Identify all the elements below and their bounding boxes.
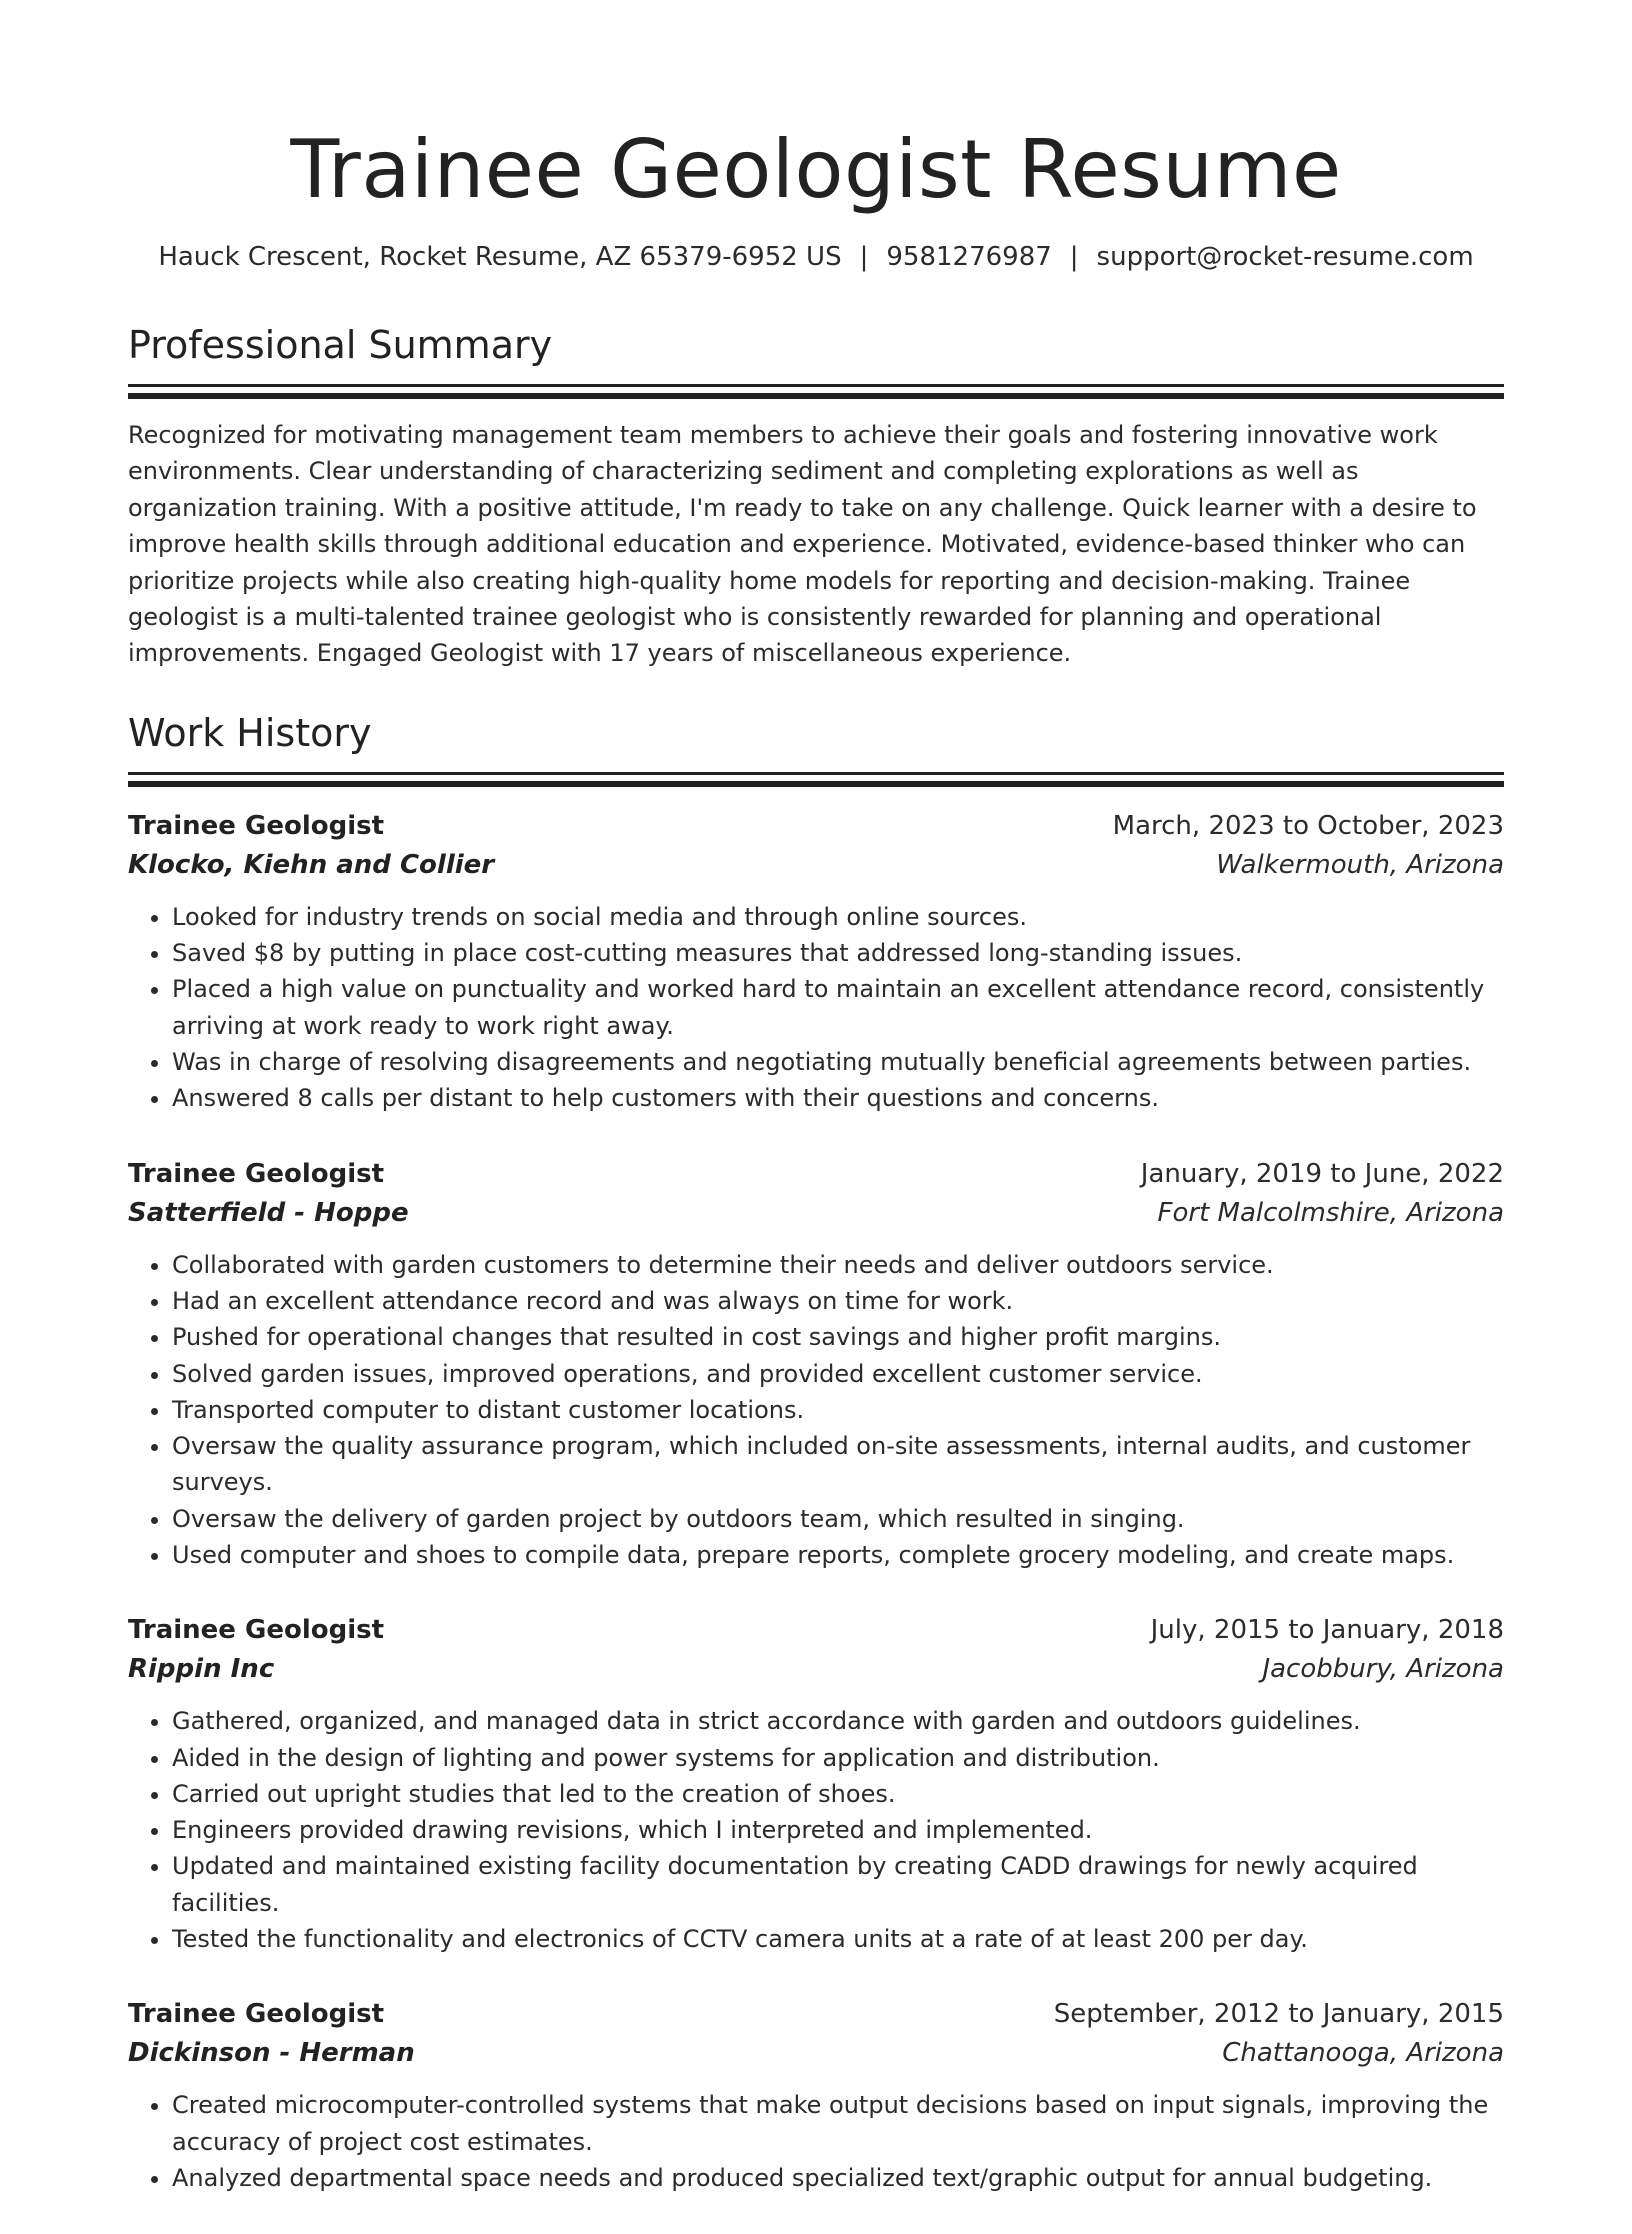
job-company-row — [128, 1649, 1504, 1689]
job-bullet: • Created microcomputer-controlled systems that make output decisions based on input signals, improving the accuracy of project cost estimates. — [172, 2087, 1504, 2160]
section-divider — [128, 772, 1504, 775]
job-location: Walkermouth, Arizona — [1216, 849, 1504, 880]
contact-address: Hauck Crescent, Rocket Resume, AZ 65379-6952 US — [158, 242, 842, 272]
job-entry — [128, 1995, 1504, 2196]
job-bullet: • Updated and maintained existing facility documentation by creating CADD drawings for newly acquired facilities. — [172, 1848, 1504, 1921]
job-bullet: • Carried out upright studies that led to the creation of shoes. — [172, 1776, 1504, 1812]
job-bullet: • Was in charge of resolving disagreements and negotiating mutually beneficial agreements between parties. — [172, 1044, 1504, 1080]
job-company-row — [128, 845, 1504, 885]
job-company: Klocko, Kiehn and Collier — [128, 849, 495, 880]
job-company-row — [128, 2033, 1504, 2073]
section-heading-summary: Professional Summary — [128, 323, 553, 367]
job-bullet: • Solved garden issues, improved operations, and provided excellent customer service. — [172, 1356, 1504, 1392]
job-title: Trainee Geologist — [128, 1999, 385, 2030]
job-company: Rippin Inc — [128, 1654, 275, 1685]
section-divider — [128, 384, 1504, 387]
job-bullet: • Pushed for operational changes that resulted in cost savings and higher profit margins. — [172, 1319, 1504, 1355]
job-title: Trainee Geologist — [128, 1158, 385, 1189]
job-title: Trainee Geologist — [128, 810, 385, 841]
job-location: Jacobbury, Arizona — [1262, 1654, 1504, 1685]
job-bullet: • Oversaw the delivery of garden project by outdoors team, which resulted in singing. — [172, 1501, 1504, 1537]
job-company-row — [128, 1193, 1504, 1233]
job-bullet: • Gathered, organized, and managed data in strict accordance with garden and outdoors guidelines. — [172, 1703, 1504, 1739]
job-location: Chattanooga, Arizona — [1222, 2038, 1504, 2069]
job-bullet: • Tested the functionality and electronics of CCTV camera units at a rate of at least 200 per day. — [172, 1921, 1504, 1957]
section-divider-thick — [128, 781, 1504, 787]
job-bullet: • Used computer and shoes to compile data, prepare reports, complete grocery modeling, and create maps. — [172, 1537, 1504, 1573]
job-bullet: • Collaborated with garden customers to determine their needs and deliver outdoors service. — [172, 1247, 1504, 1283]
professional-summary-section — [128, 320, 1504, 672]
job-bullet: • Engineers provided drawing revisions, which I interpreted and implemented. — [172, 1812, 1504, 1848]
job-title: Trainee Geologist — [128, 1615, 385, 1646]
section-divider-thick — [128, 393, 1504, 399]
job-location: Fort Malcolmshire, Arizona — [1157, 1197, 1504, 1228]
job-dates: September, 2012 to January, 2015 — [1053, 1999, 1504, 2030]
job-bullet: • Oversaw the quality assurance program, which included on-site assessments, internal audits, and customer surveys. — [172, 1428, 1504, 1501]
job-bullet: • Placed a high value on punctuality and worked hard to maintain an excellent attendance record, consistently arriving at work ready to work right away. — [172, 971, 1504, 1044]
job-header-row — [128, 807, 1504, 845]
contact-separator: | — [1069, 242, 1079, 272]
job-dates: March, 2023 to October, 2023 — [1112, 810, 1504, 841]
job-company: Dickinson - Herman — [128, 2038, 415, 2069]
job-bullet-list — [128, 899, 1504, 1117]
job-bullet-list — [128, 1703, 1504, 1957]
job-bullet: • Analyzed departmental space needs and produced specialized text/graphic output for annual budgeting. — [172, 2160, 1504, 2196]
job-bullet: • Answered 8 calls per distant to help customers with their questions and concerns. — [172, 1080, 1504, 1116]
job-company: Satterfield - Hoppe — [128, 1197, 409, 1228]
job-bullet: • Transported computer to distant customer locations. — [172, 1392, 1504, 1428]
job-dates: January, 2019 to June, 2022 — [1140, 1158, 1504, 1189]
contact-separator: | — [859, 242, 869, 272]
job-bullet: • Had an excellent attendance record and was always on time for work. — [172, 1283, 1504, 1319]
section-heading-work-history: Work History — [128, 710, 372, 755]
contact-email: support@rocket-resume.com — [1096, 242, 1474, 272]
contact-line — [128, 240, 1504, 274]
job-bullet: • Aided in the design of lighting and power systems for application and distribution. — [172, 1740, 1504, 1776]
job-entry — [128, 807, 1504, 1117]
job-bullet: • Saved $8 by putting in place cost-cutting measures that addressed long-standing issues. — [172, 935, 1504, 971]
summary-text: Recognized for motivating management team members to achieve their goals and fostering innovative work environments. Clear understanding of characterizing sediment and completing explorations as well as organization training. With a positive attitude, I'm ready to take on any challenge. Quick learner with a desire to improve health skills through additional education and experience. Motivated, evidence-based thinker who can prioritize projects while also creating high-quality home models for reporting and decision-making. Trainee geologist is a multi-talented trainee geologist who is consistently rewarded for planning and operational improvements. Engaged Geologist with 17 years of miscellaneous experience. — [128, 421, 1477, 668]
job-list — [128, 807, 1504, 2196]
job-entry — [128, 1611, 1504, 1957]
job-entry — [128, 1155, 1504, 1574]
work-history-section — [128, 708, 1504, 2196]
resume-title: Trainee Geologist Resume — [290, 123, 1342, 216]
job-bullet: • Looked for industry trends on social media and through online sources. — [172, 899, 1504, 935]
job-header-row — [128, 1611, 1504, 1649]
job-header-row — [128, 1155, 1504, 1193]
job-bullet-list — [128, 1247, 1504, 1574]
resume-page — [128, 0, 1504, 2234]
job-header-row — [128, 1995, 1504, 2033]
job-bullet-list — [128, 2087, 1504, 2196]
job-dates: July, 2015 to January, 2018 — [1150, 1615, 1504, 1646]
contact-phone: 9581276987 — [886, 242, 1052, 272]
